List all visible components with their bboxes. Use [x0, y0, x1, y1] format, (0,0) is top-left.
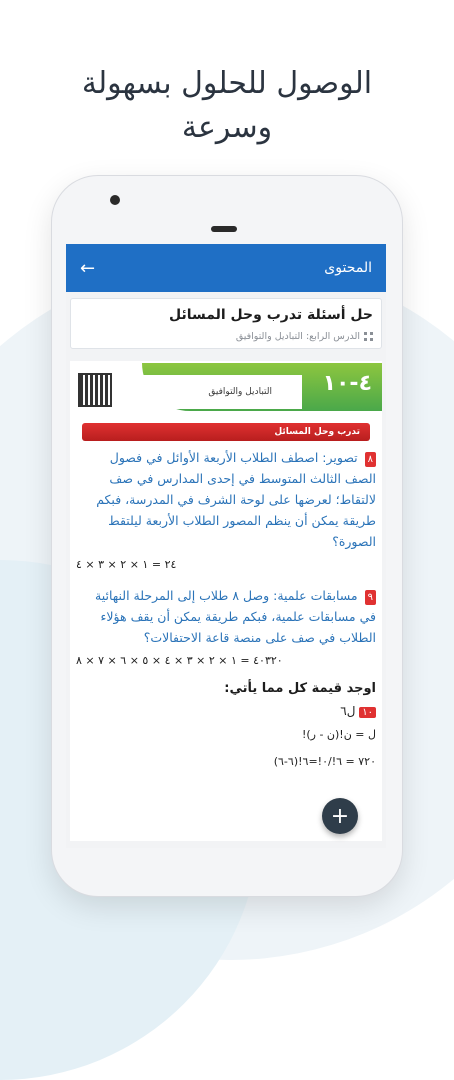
lesson-subtitle-row [79, 331, 373, 342]
question-3-text: ل٦ [340, 704, 356, 718]
question-2-answer: ٤٠٣٢٠ = ١ × ٢ × ٣ × ٤ × ٥ × ٦ × ٧ × ٨ [76, 654, 283, 667]
question-1-answer: ٢٤ = ١ × ٢ × ٣ × ٤ [76, 558, 177, 571]
camera-dot [110, 195, 120, 205]
section-label: تدرب وحل المسائل [82, 423, 370, 441]
question-3-formula: ل = ن!(ن - ر)! [301, 728, 376, 741]
phone-frame [52, 176, 402, 896]
question-2-text: مسابقات علمية: وصل ٨ طلاب إلى المرحلة النهائية في مسابقات علمية، فبكم طريقة يمكن أن يقف هؤلاء الطلاب في صف على منصة قاعة الاحتفالات؟ [95, 588, 376, 645]
phone-screen [66, 244, 386, 848]
lesson-title: حل أسئلة تدرب وحل المسائل [168, 307, 373, 323]
app-bar-title: المحتوى [324, 260, 372, 276]
speaker-slot [211, 226, 237, 232]
lesson-subtitle: الدرس الرابع: التباديل والتوافيق [235, 331, 360, 342]
arrow-back-icon[interactable]: ← [80, 257, 96, 279]
question-number-2: ٩ [365, 590, 376, 605]
plus-icon: + [330, 803, 350, 829]
lesson-card[interactable] [70, 298, 382, 349]
grid-icon [364, 332, 373, 341]
add-button[interactable] [322, 798, 358, 834]
lesson-number: ٤-١٠ [322, 371, 372, 396]
find-heading: اوجد قيمة كل مما يأتي: [224, 681, 376, 696]
banner-caption: التباديل والتوافيق [208, 387, 272, 397]
textbook-page[interactable] [70, 361, 382, 841]
headline-line-2: وسرعة [181, 110, 273, 145]
promo-headline [0, 62, 454, 150]
question-number-3: ١٠ [359, 707, 376, 718]
headline-line-1: الوصول للحلول بسهولة [81, 66, 373, 101]
question-3-answer: ٧٢٠ = ٦!/٠!=٦!(٦-٦) [273, 755, 376, 768]
lesson-banner [70, 361, 382, 419]
question-1-text: تصوير: اصطف الطلاب الأربعة الأوائل في فصول الصف الثالث المتوسط في إحدى المدارس في صف لالتقاط؛ لعرضها على لوحة الشرف في المدرسة، فبكم طريقة يمكن أن ينظم المصور الطلاب الأربعة ليلتقط الصورة؟ [96, 450, 376, 549]
qr-code-icon [78, 373, 112, 407]
question-1 [76, 447, 376, 552]
question-3 [76, 704, 376, 718]
app-bar [66, 244, 386, 292]
content-area [66, 292, 386, 848]
question-number-1: ٨ [365, 452, 376, 467]
question-2 [76, 585, 376, 648]
